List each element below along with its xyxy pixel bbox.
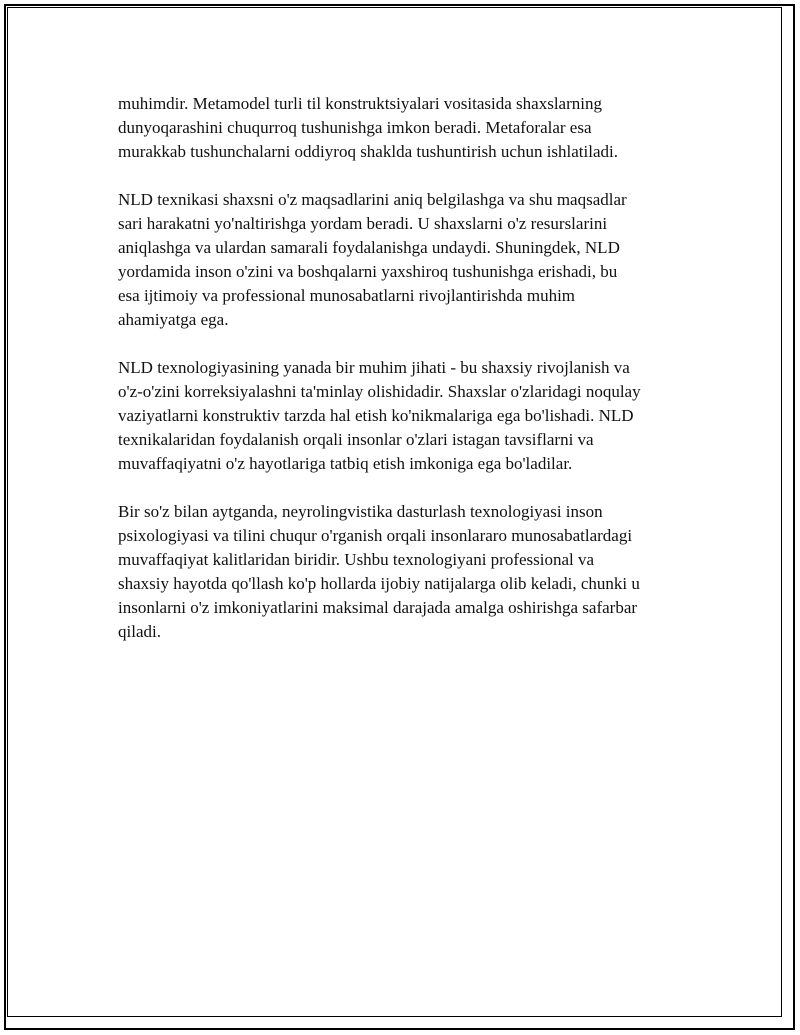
text-line: muvaffaqiyat kalitlaridan biridir. Ushbu texnologiyani professional va bbox=[118, 550, 595, 569]
text-line: texnikalaridan foydalanish orqali insonlar o'zlari istagan tavsiflarni va bbox=[118, 430, 594, 449]
text-line: muhimdir. Metamodel turli til konstruktsiyalari vositasida shaxslarning bbox=[118, 94, 602, 113]
text-line: ahamiyatga ega. bbox=[118, 310, 229, 329]
text-line: esa ijtimoiy va professional munosabatlarni rivojlantirishda muhim bbox=[118, 286, 576, 305]
paragraph-2 bbox=[118, 188, 688, 332]
text-line: aniqlashga va ulardan samarali foydalanishga undaydi. Shuningdek, NLD bbox=[118, 238, 620, 257]
text-line: NLD texnologiyasining yanada bir muhim jihati - bu shaxsiy rivojlanish va bbox=[118, 358, 630, 377]
text-line: NLD texnikasi shaxsni o'z maqsadlarini aniq belgilashga va shu maqsadlar bbox=[118, 190, 627, 209]
paragraph-4 bbox=[118, 500, 688, 644]
text-line: Bir so'z bilan aytganda, neyrolingvistika dasturlash texnologiyasi inson bbox=[118, 502, 603, 521]
text-line: dunyoqarashini chuqurroq tushunishga imkon beradi. Metaforalar esa bbox=[118, 118, 592, 137]
text-line: murakkab tushunchalarni oddiyroq shaklda tushuntirish uchun ishlatiladi. bbox=[118, 142, 618, 161]
paragraph-3 bbox=[118, 356, 688, 476]
text-line: sari harakatni yo'naltirishga yordam beradi. U shaxslarni o'z resurslarini bbox=[118, 214, 608, 233]
text-line: muvaffaqiyatni o'z hayotlariga tatbiq etish imkoniga ega bo'ladilar. bbox=[118, 454, 573, 473]
document-body bbox=[118, 92, 688, 668]
paragraph-1 bbox=[118, 92, 688, 164]
text-line: shaxsiy hayotda qo'llash ko'p hollarda ijobiy natijalarga olib keladi, chunki u bbox=[118, 574, 640, 593]
text-line: qiladi. bbox=[118, 622, 161, 641]
text-line: yordamida inson o'zini va boshqalarni yaxshiroq tushunishga erishadi, bu bbox=[118, 262, 618, 281]
text-line: o'z-o'zini korreksiyalashni ta'minlay olishidadir. Shaxslar o'zlaridagi noqulay bbox=[118, 382, 641, 401]
text-line: psixologiyasi va tilini chuqur o'rganish orqali insonlararo munosabatlardagi bbox=[118, 526, 633, 545]
text-line: insonlarni o'z imkoniyatlarini maksimal darajada amalga oshirishga safarbar bbox=[118, 598, 638, 617]
text-line: vaziyatlarni konstruktiv tarzda hal etish ko'nikmalariga ega bo'lishadi. NLD bbox=[118, 406, 634, 425]
